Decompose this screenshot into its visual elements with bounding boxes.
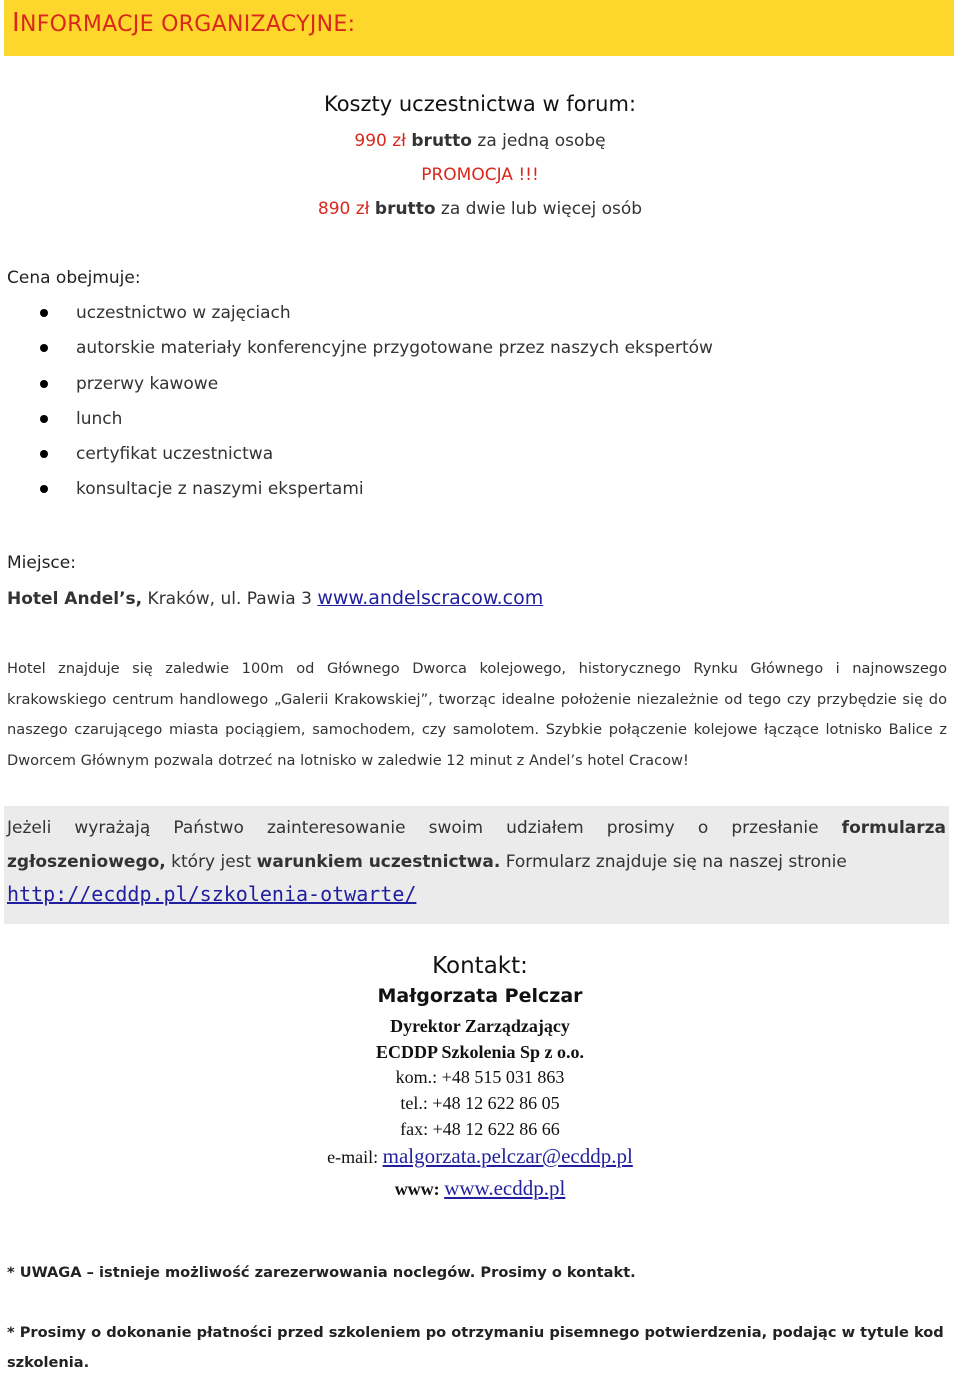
list-item-text: uczestnictwo w zajęciach [76, 303, 291, 323]
price-group-desc: za dwie lub więcej osób [440, 199, 643, 219]
contact-role: Dyrektor Zarządzający [390, 1016, 570, 1036]
registration-text-mid: który jest [165, 852, 257, 872]
contact-www-link[interactable]: www.ecddp.pl [444, 1176, 566, 1200]
contact-name: Małgorzata Pelczar [377, 985, 583, 1007]
list-item-text: przerwy kawowe [76, 373, 219, 394]
venue-line [7, 587, 543, 609]
registration-text-start: Jeżeli wyrażają Państwo zainteresowanie swoim udziałem prosimy o przesłanie [7, 818, 842, 838]
venue-hotel-name: Hotel Andel’s, [7, 589, 143, 609]
bullet-icon [40, 344, 48, 352]
list-item [0, 472, 900, 507]
price-single [0, 131, 960, 151]
list-item-text: lunch [76, 408, 123, 429]
bullet-icon [40, 485, 48, 493]
promo-label: PROMOCJA !!! [421, 165, 539, 185]
contact-www-line [0, 1176, 960, 1201]
contact-mobile: kom.: +48 515 031 863 [395, 1067, 565, 1087]
page-title-initial: I [12, 8, 20, 38]
list-item-text: konsultacje z naszymi ekspertami [76, 479, 364, 500]
contact-fax: fax: +48 12 622 86 66 [400, 1119, 560, 1139]
bullet-icon [40, 380, 48, 388]
list-item-text: autorskie materiały konferencyjne przygotowane przez naszych ekspertów [76, 338, 713, 359]
registration-text-end: Formularz znajduje się na naszej stronie [500, 852, 847, 872]
list-item [0, 296, 900, 331]
contact-email-link[interactable]: malgorzata.pelczar@ecddp.pl [382, 1144, 633, 1168]
price-group-brutto: brutto [374, 199, 436, 219]
includes-label: Cena obejmuje: [7, 268, 141, 288]
page-title-rest: NFORMACJE ORGANIZACYJNE: [19, 12, 356, 37]
page-title [12, 8, 355, 38]
contact-title: Kontakt: [432, 953, 528, 979]
registration-form-emphasis: formularza zgłoszeniowego, [7, 818, 946, 872]
price-single-amount: 990 zł [354, 131, 406, 151]
costs-title: Koszty uczestnictwa w forum: [323, 92, 637, 116]
registration-condition-emphasis: warunkiem uczestnictwa. [256, 852, 501, 872]
contact-phone: tel.: +48 12 622 86 05 [400, 1093, 560, 1113]
registration-text [7, 811, 946, 879]
contact-email-line [0, 1144, 960, 1169]
registration-form-link[interactable]: http://ecddp.pl/szkolenia-otwarte/ [7, 882, 417, 906]
venue-website-link[interactable]: www.andelscracow.com [317, 587, 544, 609]
hotel-description: Hotel znajduje się zaledwie 100m od Głównego Dworca kolejowego, historycznego Rynku Głównego i najnowszego krakowskiego centrum handlowego „Galerii Krakowskiej”, tworząc idealne położenie niezależnie od tego czy przybędzie się do naszego czarującego miasta pociągiem, samochodem, czy samolotem. Szybkie połączenie kolejowe łączące lotnisko Balice z Dworcem Głównym pozwala dotrzeć na lotnisko w zaledwie 12 minut z Andel’s hotel Cracow! [7, 660, 947, 769]
contact-email-label: e-mail: [327, 1147, 383, 1167]
list-item [0, 437, 900, 472]
contact-www-label: www: [394, 1179, 445, 1199]
bullet-icon [40, 309, 48, 317]
price-group [0, 199, 960, 219]
venue-address: Kraków, ul. Pawia 3 [147, 589, 312, 609]
header-bar [4, 0, 954, 56]
payment-note: * Prosimy o dokonanie płatności przed szkoleniem po otrzymaniu pisemnego potwierdzenia, podając w tytule kod szkolenia. [7, 1324, 944, 1371]
list-item [0, 402, 900, 437]
venue-label: Miejsce: [7, 553, 76, 573]
contact-company: ECDDP Szkolenia Sp z o.o. [375, 1042, 585, 1062]
includes-list [0, 296, 900, 508]
list-item-text: certyfikat uczestnictwa [76, 444, 274, 465]
list-item [0, 367, 900, 402]
bullet-icon [40, 415, 48, 423]
price-single-desc: za jedną osobę [477, 131, 606, 151]
accommodation-note: * UWAGA – istnieje możliwość zarezerwowania noclegów. Prosimy o kontakt. [7, 1264, 636, 1281]
list-item [0, 331, 900, 366]
bullet-icon [40, 450, 48, 458]
price-single-brutto: brutto [411, 131, 472, 151]
registration-box [4, 806, 949, 924]
price-group-amount: 890 zł [317, 199, 370, 219]
